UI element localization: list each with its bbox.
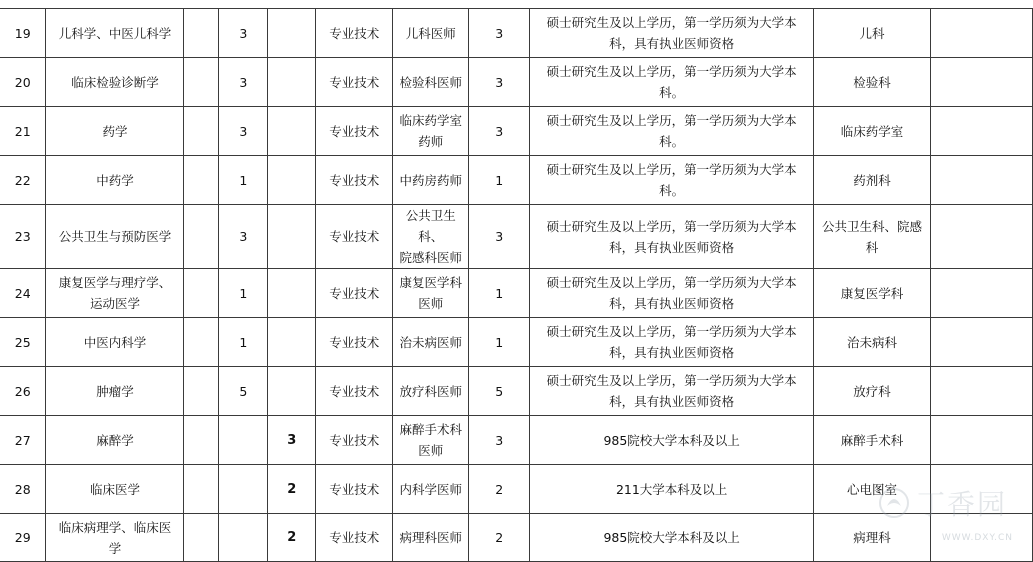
empty-cell: [184, 156, 219, 205]
count-cell-alt: [268, 9, 316, 58]
quota-cell: 3: [469, 58, 530, 107]
requirement-cell: 985院校大学本科及以上: [530, 416, 814, 465]
table-row: [0, 367, 1033, 416]
major-cell: 麻醉学: [46, 416, 184, 465]
count-cell: 1: [219, 269, 268, 318]
empty-cell: [184, 269, 219, 318]
requirement-cell: 硕士研究生及以上学历，第一学历须为大学本 科。: [530, 156, 814, 205]
empty-cell: [930, 9, 1032, 58]
empty-cell: [184, 465, 219, 514]
row-number: 29: [0, 514, 46, 562]
quota-cell: 2: [469, 514, 530, 562]
count-cell: 5: [219, 367, 268, 416]
count-cell-alt: [268, 156, 316, 205]
row-number: 25: [0, 318, 46, 367]
empty-cell: [184, 9, 219, 58]
empty-cell: [184, 367, 219, 416]
table-row: [0, 156, 1033, 205]
count-cell: 1: [219, 318, 268, 367]
post-cell: 放疗科医师: [393, 367, 469, 416]
row-number: 20: [0, 58, 46, 107]
empty-cell: [930, 58, 1032, 107]
empty-cell: [184, 107, 219, 156]
table-row: [0, 9, 1033, 58]
department-cell: 心电图室: [814, 465, 931, 514]
empty-cell: [930, 367, 1032, 416]
row-number: 22: [0, 156, 46, 205]
empty-cell: [184, 416, 219, 465]
count-cell-alt: [268, 318, 316, 367]
requirement-cell: 硕士研究生及以上学历，第一学历须为大学本 科，具有执业医师资格: [530, 318, 814, 367]
category-cell: 专业技术: [316, 156, 393, 205]
empty-cell: [184, 514, 219, 562]
count-cell-alt: [268, 367, 316, 416]
department-cell: 儿科: [814, 9, 931, 58]
category-cell: 专业技术: [316, 465, 393, 514]
quota-cell: 1: [469, 269, 530, 318]
row-number: 23: [0, 205, 46, 269]
count-cell-alt: 2: [268, 514, 316, 562]
count-cell: 3: [219, 9, 268, 58]
category-cell: 专业技术: [316, 318, 393, 367]
major-cell: 中药学: [46, 156, 184, 205]
post-cell: 公共卫生科、 院感科医师: [393, 205, 469, 269]
table-row: [0, 416, 1033, 465]
empty-cell: [930, 156, 1032, 205]
count-cell-alt: [268, 58, 316, 107]
count-cell: 3: [219, 58, 268, 107]
table-row: [0, 269, 1033, 318]
count-cell: 1: [219, 156, 268, 205]
post-cell: 检验科医师: [393, 58, 469, 107]
row-number: 27: [0, 416, 46, 465]
requirement-cell: 硕士研究生及以上学历，第一学历须为大学本 科，具有执业医师资格: [530, 269, 814, 318]
department-cell: 治未病科: [814, 318, 931, 367]
major-cell: 药学: [46, 107, 184, 156]
count-cell: [219, 514, 268, 562]
quota-cell: 3: [469, 416, 530, 465]
table-row: [0, 205, 1033, 269]
post-cell: 麻醉手术科 医师: [393, 416, 469, 465]
major-cell: 肿瘤学: [46, 367, 184, 416]
requirement-cell: 硕士研究生及以上学历，第一学历须为大学本 科。: [530, 107, 814, 156]
recruitment-table: [0, 8, 1033, 562]
table-row: [0, 514, 1033, 562]
requirement-cell: 硕士研究生及以上学历，第一学历须为大学本 科，具有执业医师资格: [530, 367, 814, 416]
department-cell: 公共卫生科、院感 科: [814, 205, 931, 269]
department-cell: 药剂科: [814, 156, 931, 205]
requirement-cell: 硕士研究生及以上学历，第一学历须为大学本 科，具有执业医师资格: [530, 205, 814, 269]
category-cell: 专业技术: [316, 269, 393, 318]
table-row: [0, 107, 1033, 156]
quota-cell: 1: [469, 156, 530, 205]
category-cell: 专业技术: [316, 416, 393, 465]
table-row: [0, 58, 1033, 107]
post-cell: 病理科医师: [393, 514, 469, 562]
empty-cell: [930, 107, 1032, 156]
category-cell: 专业技术: [316, 514, 393, 562]
category-cell: 专业技术: [316, 205, 393, 269]
requirement-cell: 硕士研究生及以上学历，第一学历须为大学本 科，具有执业医师资格: [530, 9, 814, 58]
watermark-text: 丁香园: [916, 488, 1007, 521]
count-cell: 3: [219, 107, 268, 156]
post-cell: 儿科医师: [393, 9, 469, 58]
category-cell: 专业技术: [316, 58, 393, 107]
empty-cell: [930, 205, 1032, 269]
requirement-cell: 211大学本科及以上: [530, 465, 814, 514]
post-cell: 内科学医师: [393, 465, 469, 514]
major-cell: 临床检验诊断学: [46, 58, 184, 107]
count-cell: [219, 416, 268, 465]
empty-cell: [930, 269, 1032, 318]
quota-cell: 2: [469, 465, 530, 514]
row-number: 28: [0, 465, 46, 514]
row-number: 21: [0, 107, 46, 156]
count-cell-alt: [268, 269, 316, 318]
department-cell: 康复医学科: [814, 269, 931, 318]
department-cell: 检验科: [814, 58, 931, 107]
post-cell: 临床药学室 药师: [393, 107, 469, 156]
department-cell: 放疗科: [814, 367, 931, 416]
post-cell: 中药房药师: [393, 156, 469, 205]
count-cell-alt: [268, 205, 316, 269]
category-cell: 专业技术: [316, 107, 393, 156]
quota-cell: 3: [469, 205, 530, 269]
count-cell: [219, 465, 268, 514]
major-cell: 康复医学与理疗学、 运动医学: [46, 269, 184, 318]
empty-cell: [184, 318, 219, 367]
post-cell: 康复医学科 医师: [393, 269, 469, 318]
major-cell: 临床医学: [46, 465, 184, 514]
department-cell: 病理科: [814, 514, 931, 562]
count-cell-alt: 2: [268, 465, 316, 514]
table-row: [0, 465, 1033, 514]
quota-cell: 1: [469, 318, 530, 367]
row-number: 19: [0, 9, 46, 58]
empty-cell: [930, 416, 1032, 465]
department-cell: 麻醉手术科: [814, 416, 931, 465]
quota-cell: 3: [469, 9, 530, 58]
requirement-cell: 硕士研究生及以上学历，第一学历须为大学本 科。: [530, 58, 814, 107]
row-number: 26: [0, 367, 46, 416]
empty-cell: [930, 318, 1032, 367]
department-cell: 临床药学室: [814, 107, 931, 156]
category-cell: 专业技术: [316, 367, 393, 416]
empty-cell: [184, 205, 219, 269]
requirement-cell: 985院校大学本科及以上: [530, 514, 814, 562]
major-cell: 临床病理学、临床医 学: [46, 514, 184, 562]
row-number: 24: [0, 269, 46, 318]
major-cell: 公共卫生与预防医学: [46, 205, 184, 269]
empty-cell: [184, 58, 219, 107]
post-cell: 治未病医师: [393, 318, 469, 367]
quota-cell: 5: [469, 367, 530, 416]
quota-cell: 3: [469, 107, 530, 156]
table-row: [0, 318, 1033, 367]
count-cell: 3: [219, 205, 268, 269]
count-cell-alt: 3: [268, 416, 316, 465]
major-cell: 儿科学、中医儿科学: [46, 9, 184, 58]
empty-cell: [930, 465, 1032, 514]
major-cell: 中医内科学: [46, 318, 184, 367]
count-cell-alt: [268, 107, 316, 156]
watermark-url: WWW.DXY.CN: [941, 533, 1013, 543]
category-cell: 专业技术: [316, 9, 393, 58]
